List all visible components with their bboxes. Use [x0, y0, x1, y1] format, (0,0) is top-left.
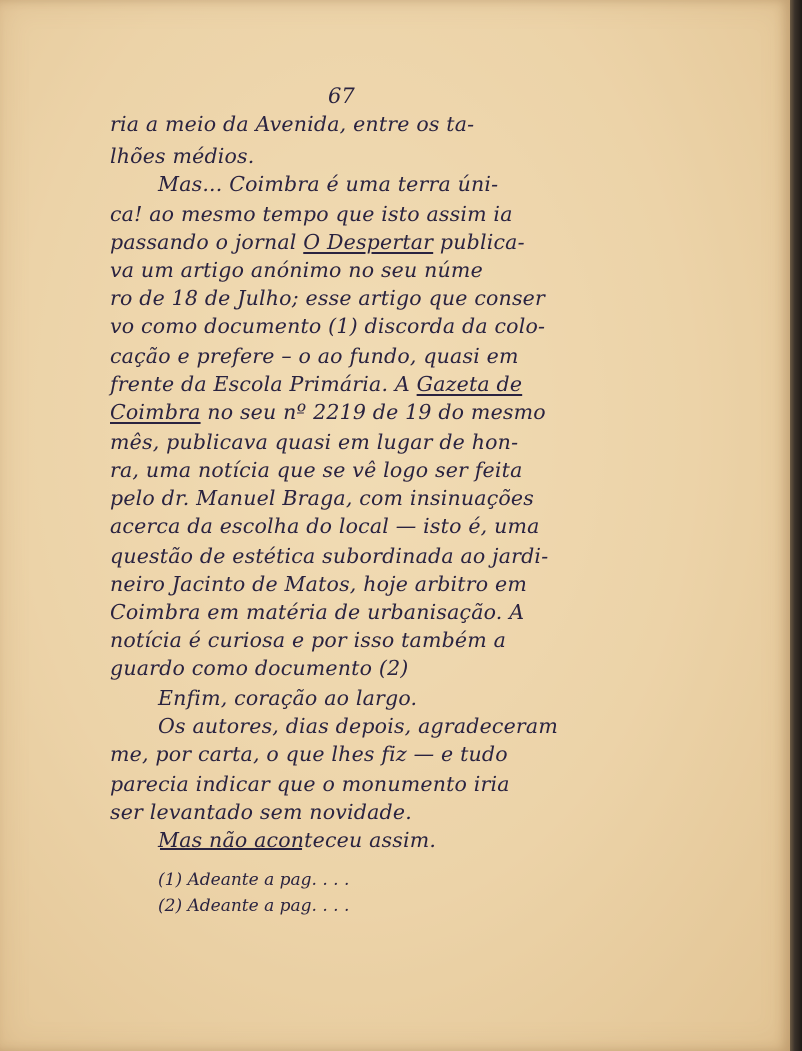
text-line-26-content: Mas não aconteceu assim. — [158, 828, 437, 852]
text-line-16 — [110, 544, 548, 568]
text-line-6 — [110, 258, 483, 282]
footnote-1: (1) Adeante a pag. . . . — [158, 870, 350, 890]
text-line-2 — [110, 144, 255, 168]
text-line-18 — [110, 600, 524, 624]
text-line-12-content: mês, publicava quasi em lugar de hon- — [110, 430, 519, 454]
text-line-23 — [110, 742, 508, 766]
text-line-18-content: Coimbra em matéria de urbanisação. A — [110, 600, 525, 624]
text-line-15-content: acerca da escolha do local — isto é, uma — [110, 514, 540, 538]
text-line-19-content: notícia é curiosa e por isso também a — [110, 628, 507, 652]
text-line-19 — [110, 628, 506, 652]
text-line-23-content: me, por carta, o que lhes fiz — e tudo — [110, 742, 508, 766]
newspaper-title-o-despertar: O Despertar — [303, 230, 434, 254]
text-line-25-content: ser levantado sem novidade. — [110, 800, 412, 824]
page-number: 67 — [328, 84, 355, 108]
text-line-10 — [110, 372, 522, 396]
text-line-11 — [110, 400, 546, 424]
text-line-12 — [110, 430, 518, 454]
text-line-7-content: ro de 18 de Julho; esse artigo que conser — [110, 286, 546, 310]
text-line-7 — [110, 286, 545, 310]
text-line-8-content: vo como documento (1) discorda da colo- — [110, 314, 546, 338]
text-line-14-content: pelo dr. Manuel Braga, com insinuações — [110, 486, 534, 510]
newspaper-title-gazeta-de: Gazeta de — [416, 372, 523, 396]
text-line-16-content: questão de estética subordinada ao jardi- — [110, 544, 549, 568]
text-line-5-part-3: publica- — [433, 230, 525, 254]
text-line-3-content: Mas... Coimbra é uma terra úni- — [158, 172, 499, 196]
text-line-24 — [110, 772, 510, 796]
text-line-10-part-1: frente da Escola Primária. A — [110, 372, 417, 396]
text-line-9 — [110, 344, 519, 368]
text-line-5 — [110, 230, 525, 254]
text-line-21-content: Enfim, coração ao largo. — [158, 686, 418, 710]
text-line-8 — [110, 314, 545, 338]
text-line-5-part-1: passando o jornal — [110, 230, 304, 254]
footnote-2: (2) Adeante a pag. . . . — [158, 896, 350, 916]
text-line-13 — [110, 458, 523, 482]
text-line-20 — [110, 656, 409, 680]
book-edge — [790, 0, 802, 1051]
text-line-11-part-2: no seu nº 2219 de 19 do mesmo — [200, 400, 546, 424]
text-line-4 — [110, 202, 513, 226]
text-line-13-content: ra, uma notícia que se vê logo ser feita — [110, 458, 523, 482]
text-line-2-content: lhões médios. — [110, 144, 255, 168]
text-line-24-content: parecia indicar que o monumento iria — [110, 772, 510, 796]
text-line-4-content: ca! ao mesmo tempo que isto assim ia — [110, 202, 513, 226]
text-line-6-content: va um artigo anónimo no seu núme — [110, 258, 483, 282]
newspaper-title-coimbra: Coimbra — [110, 400, 201, 424]
text-line-1-content: ria a meio da Avenida, entre os ta- — [110, 112, 475, 136]
text-line-1 — [110, 112, 474, 136]
text-line-25 — [110, 800, 412, 824]
text-line-22 — [158, 714, 558, 738]
footnote-divider — [160, 848, 302, 850]
text-line-14 — [110, 486, 534, 510]
text-line-20-content: guardo como documento (2) — [110, 656, 409, 680]
text-line-22-content: Os autores, dias depois, agradeceram — [158, 714, 558, 738]
text-line-15 — [110, 514, 540, 538]
text-line-3 — [158, 172, 498, 196]
text-line-21 — [158, 686, 417, 710]
text-line-17 — [110, 572, 527, 596]
text-line-17-content: neiro Jacinto de Matos, hoje arbitro em — [110, 572, 527, 596]
text-line-9-content: cação e prefere – o ao fundo, quasi em — [110, 344, 519, 368]
